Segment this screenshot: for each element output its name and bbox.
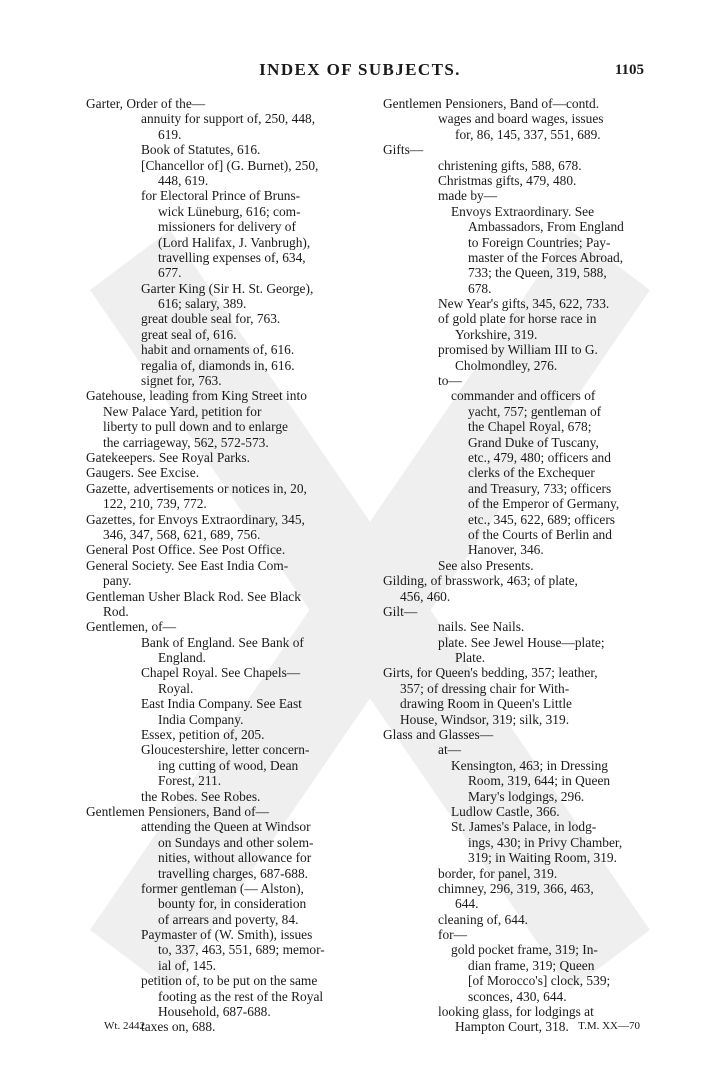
index-line: England. xyxy=(158,650,206,666)
index-line: dian frame, 319; Queen xyxy=(468,957,595,973)
index-line: General Post Office. See Post Office. xyxy=(86,542,286,558)
index-line: on Sundays and other solem- xyxy=(158,834,314,850)
index-line: Gilt— xyxy=(383,603,418,619)
index-line: of the Courts of Berlin and xyxy=(468,526,612,542)
index-line: made by— xyxy=(438,188,498,204)
index-line: at— xyxy=(438,742,462,758)
index-line: and Treasury, 733; officers xyxy=(468,480,612,496)
index-line: 122, 210, 739, 772. xyxy=(103,496,207,512)
index-line: 456, 460. xyxy=(400,588,451,604)
index-line: 733; the Queen, 319, 588, xyxy=(468,265,607,281)
index-line: [of Morocco's] clock, 539; xyxy=(468,973,611,989)
index-line: attending the Queen at Windsor xyxy=(141,819,311,835)
index-line: of the Emperor of Germany, xyxy=(468,496,620,512)
index-line: Bank of England. See Bank of xyxy=(141,634,304,650)
page-number: 1105 xyxy=(614,62,644,78)
index-line: looking glass, for lodgings at xyxy=(438,1004,594,1020)
footer-signature: T.M. XX—70 xyxy=(578,1020,640,1032)
index-line: cleaning of, 644. xyxy=(438,911,528,927)
index-line: Gaugers. See Excise. xyxy=(86,465,200,481)
index-line: Grand Duke of Tuscany, xyxy=(468,434,599,450)
index-line: master of the Forces Abroad, xyxy=(468,249,624,265)
index-line: Gazette, advertisements or notices in, 20, xyxy=(86,480,307,496)
index-line: Ambassadors, From England xyxy=(468,219,624,235)
index-line: for Electoral Prince of Bruns- xyxy=(141,188,301,204)
index-line: ing cutting of wood, Dean xyxy=(158,757,299,773)
index-line: 619. xyxy=(158,126,182,142)
index-line: sconces, 430, 644. xyxy=(468,988,567,1004)
index-line: East India Company. See East xyxy=(141,696,302,712)
index-line: Hanover, 346. xyxy=(468,542,544,558)
index-line: wick Lüneburg, 616; com- xyxy=(158,203,301,219)
index-column-right xyxy=(383,96,659,1035)
index-line: Garter, Order of the— xyxy=(86,96,206,111)
index-line: Paymaster of (W. Smith), issues xyxy=(141,927,313,943)
index-line: Chapel Royal. See Chapels— xyxy=(141,665,301,681)
index-line: pany. xyxy=(103,573,132,589)
index-line: Mary's lodgings, 296. xyxy=(468,788,585,804)
index-line: 319; in Waiting Room, 319. xyxy=(468,850,617,866)
index-line: liberty to pull down and to enlarge xyxy=(103,419,288,435)
index-column-left xyxy=(86,96,376,1035)
index-line: for— xyxy=(438,927,468,943)
index-line: St. James's Palace, in lodg- xyxy=(451,819,597,835)
index-line: Book of Statutes, 616. xyxy=(141,142,261,158)
index-line: Glass and Glasses— xyxy=(383,727,494,743)
index-line: wages and board wages, issues xyxy=(438,111,604,127)
index-line: 644. xyxy=(455,896,479,912)
index-line: plate. See Jewel House—plate; xyxy=(438,634,605,650)
index-line: travelling charges, 687-688. xyxy=(158,865,308,881)
index-line: to Foreign Countries; Pay- xyxy=(468,234,611,250)
index-line: former gentleman (— Alston), xyxy=(141,880,304,896)
index-line: Gifts— xyxy=(383,142,424,158)
index-line: (Lord Halifax, J. Vanbrugh), xyxy=(158,234,311,250)
index-line: Girts, for Queen's bedding, 357; leather, xyxy=(383,665,598,681)
index-line: regalia of, diamonds in, 616. xyxy=(141,357,295,373)
index-line: the Chapel Royal, 678; xyxy=(468,419,592,435)
index-line: to— xyxy=(438,373,462,389)
index-line: Room, 319, 644; in Queen xyxy=(468,773,611,789)
index-line: annuity for support of, 250, 448, xyxy=(141,111,316,127)
index-line: Gatehouse, leading from King Street into xyxy=(86,388,307,404)
index-line: New Palace Yard, petition for xyxy=(103,403,262,419)
index-line: Cholmondley, 276. xyxy=(455,357,558,373)
index-line: great seal of, 616. xyxy=(141,326,237,342)
index-line: Forest, 211. xyxy=(158,773,222,789)
index-line: petition of, to be put on the same xyxy=(141,973,318,989)
index-line: commander and officers of xyxy=(451,388,596,404)
index-line: Gatekeepers. See Royal Parks. xyxy=(86,449,250,465)
index-line: House, Windsor, 319; silk, 319. xyxy=(400,711,570,727)
index-line: signet for, 763. xyxy=(141,373,222,389)
index-line: habit and ornaments of, 616. xyxy=(141,342,295,358)
index-line: 677. xyxy=(158,265,182,281)
index-line: ial of, 145. xyxy=(158,957,217,973)
index-line: 616; salary, 389. xyxy=(158,296,247,312)
index-line: etc., 345, 622, 689; officers xyxy=(468,511,616,527)
index-line: Gloucestershire, letter concern- xyxy=(141,742,310,758)
index-line: border, for panel, 319. xyxy=(438,865,558,881)
index-line: bounty for, in consideration xyxy=(158,896,307,912)
index-line: 346, 347, 568, 621, 689, 756. xyxy=(103,526,261,542)
index-line: yacht, 757; gentleman of xyxy=(468,403,602,419)
index-line: travelling expenses of, 634, xyxy=(158,249,306,265)
index-line: ings, 430; in Privy Chamber, xyxy=(468,834,623,850)
index-line: gold pocket frame, 319; In- xyxy=(451,942,598,958)
index-line: Gentleman Usher Black Rod. See Black xyxy=(86,588,301,604)
index-line: Rod. xyxy=(103,603,129,619)
index-line: [Chancellor of] (G. Burnet), 250, xyxy=(141,157,319,173)
index-line: Gentlemen Pensioners, Band of— xyxy=(86,803,269,819)
index-line: nities, without allowance for xyxy=(158,850,312,866)
page-header xyxy=(0,58,720,82)
index-line: great double seal for, 763. xyxy=(141,311,281,327)
index-line: 448, 619. xyxy=(158,172,209,188)
index-line: Gentlemen, of— xyxy=(86,619,176,635)
index-line: Plate. xyxy=(455,650,486,666)
index-line: chimney, 296, 319, 366, 463, xyxy=(438,880,594,896)
index-line: Ludlow Castle, 366. xyxy=(451,803,560,819)
index-line: Kensington, 463; in Dressing xyxy=(451,757,608,773)
index-line: etc., 479, 480; officers and xyxy=(468,449,611,465)
index-line: 678. xyxy=(468,280,492,296)
index-line: See also Presents. xyxy=(438,557,534,573)
index-line: 357; of dressing chair for With- xyxy=(400,680,570,696)
index-line: christening gifts, 588, 678. xyxy=(438,157,582,173)
index-line: taxes on, 688. xyxy=(141,1019,216,1035)
index-line: promised by William III to G. xyxy=(438,342,598,358)
index-line: Gilding, of brasswork, 463; of plate, xyxy=(383,573,578,589)
index-line: General Society. See East India Com- xyxy=(86,557,289,573)
index-line: for, 86, 145, 337, 551, 689. xyxy=(455,126,601,142)
index-line: India Company. xyxy=(158,711,244,727)
index-line: to, 337, 463, 551, 689; memor- xyxy=(158,942,325,958)
index-line: Gentlemen Pensioners, Band of—contd. xyxy=(383,96,600,111)
index-line: footing as the rest of the Royal xyxy=(158,988,324,1004)
index-line: missioners for delivery of xyxy=(158,219,296,235)
index-line: Garter King (Sir H. St. George), xyxy=(141,280,314,296)
footer-print-number: Wt. 2442 xyxy=(104,1020,145,1032)
index-line: of arrears and poverty, 84. xyxy=(158,911,299,927)
index-line: Yorkshire, 319. xyxy=(455,326,538,342)
index-line: New Year's gifts, 345, 622, 733. xyxy=(438,296,610,312)
index-line: Gazettes, for Envoys Extraordinary, 345, xyxy=(86,511,305,527)
index-line: clerks of the Exchequer xyxy=(468,465,595,481)
index-line: Envoys Extraordinary. See xyxy=(451,203,595,219)
index-line: Essex, petition of, 205. xyxy=(141,727,265,743)
index-line: Household, 687-688. xyxy=(158,1004,271,1020)
index-line: the Robes. See Robes. xyxy=(141,788,261,804)
index-line: Hampton Court, 318. xyxy=(455,1019,569,1035)
index-line: nails. See Nails. xyxy=(438,619,525,635)
index-line: Christmas gifts, 479, 480. xyxy=(438,172,577,188)
index-line: drawing Room in Queen's Little xyxy=(400,696,572,712)
page-title: INDEX OF SUBJECTS. xyxy=(259,60,461,79)
index-line: Royal. xyxy=(158,680,194,696)
index-line: of gold plate for horse race in xyxy=(438,311,597,327)
index-line: the carriageway, 562, 572-573. xyxy=(103,434,269,450)
